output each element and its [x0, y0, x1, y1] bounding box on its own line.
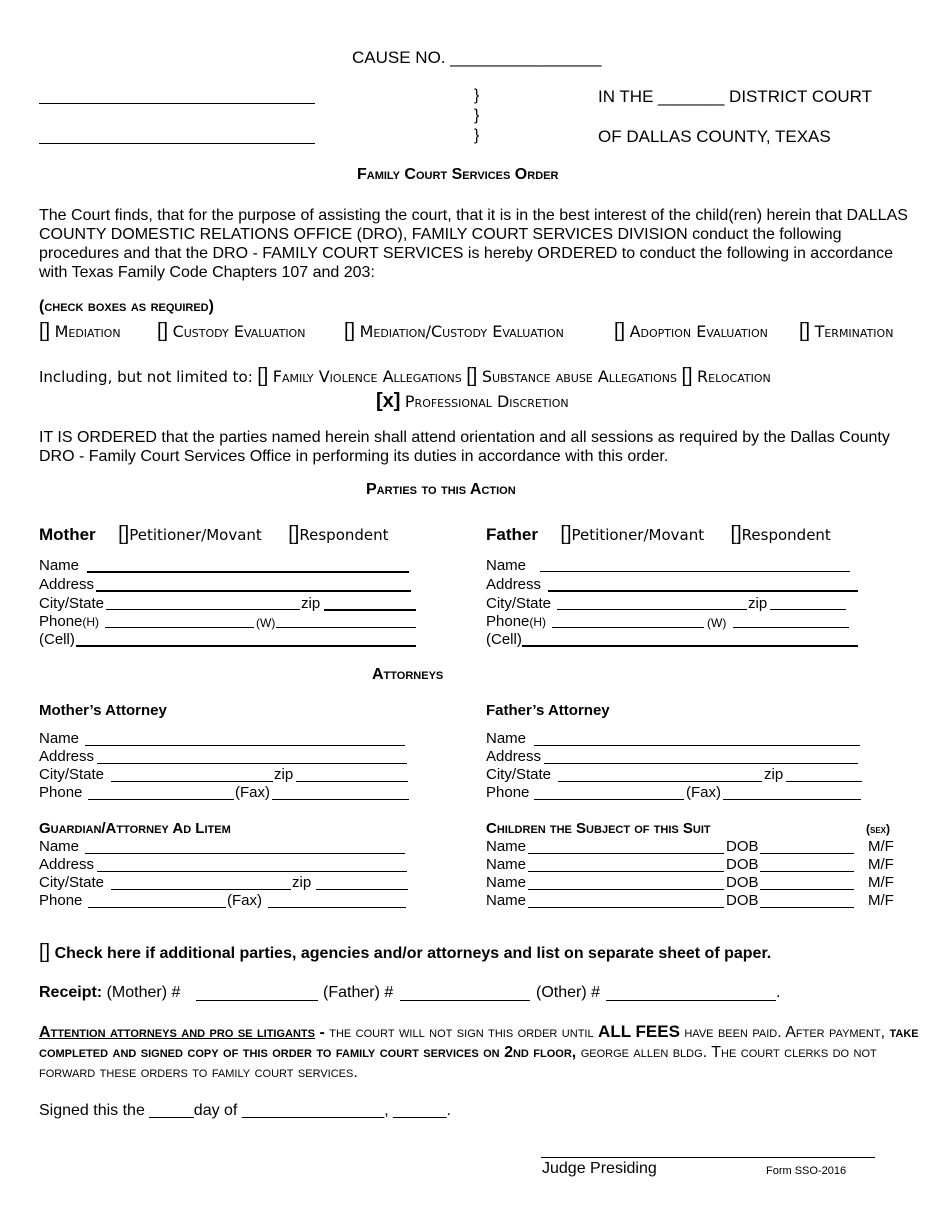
- father-respondent-label: Respondent: [741, 526, 831, 544]
- mother-zip-field[interactable]: [324, 609, 416, 611]
- mother-city-field[interactable]: [106, 609, 300, 610]
- children-sex-header: (sex): [866, 822, 890, 836]
- child-3-sex[interactable]: M/F: [868, 874, 894, 891]
- mother-address-label: Address: [39, 576, 95, 593]
- child-4-name-label: Name: [486, 892, 527, 909]
- additional-parties-row[interactable]: [39, 941, 771, 964]
- mother-respondent-checkbox[interactable]: []: [288, 523, 300, 545]
- father-zip-field[interactable]: [770, 609, 846, 610]
- checkbox-termination[interactable]: []: [799, 320, 811, 342]
- party-line-2[interactable]: [39, 143, 315, 144]
- guardian-address-field[interactable]: [97, 871, 407, 872]
- option-mediation-custody[interactable]: [344, 320, 564, 343]
- including-label: Including, but not limited to:: [39, 368, 253, 386]
- father-petitioner-checkbox[interactable]: []: [560, 523, 572, 545]
- receipt-other-field[interactable]: [606, 1000, 776, 1001]
- attorneys-title: Attorneys: [372, 666, 444, 683]
- court-line-1: IN THE _______ DISTRICT COURT: [598, 87, 872, 106]
- intro-paragraph: The Court finds, that for the purpose of assisting the court, that it is in the best interest of the child(ren) herein that DALLAS COUNTY DOMESTIC RELATIONS OFFICE (DRO), FAMILY COURT SERVICES DIVISION conduct the following procedures and that the DRO - FAMILY COURT SERVICES is hereby ORDERED to conduct the following in accordance with Texas Family Code Chapters 107 and 203:: [39, 207, 908, 281]
- party-line-1[interactable]: [39, 103, 315, 104]
- checkbox-mediation-custody[interactable]: []: [344, 320, 356, 342]
- option-adoption-evaluation-label: Adoption Evaluation: [629, 322, 768, 341]
- mother-cell-label: (Cell): [39, 631, 75, 648]
- child-4-name-field[interactable]: [528, 907, 724, 908]
- attention-paragraph: Attention attorneys and pro se litigants - the court will not sign this order until ALL FEES have been paid. After payment, take completed and signed copy of this order to family court services on 2nd floor, george allen bldg. The court clerks do not forward these orders to family court services.: [39, 1022, 919, 1081]
- signed-line[interactable]: Signed this the _____day of ________________, ______.: [39, 1102, 451, 1119]
- form-number: Form SSO-2016: [766, 1165, 847, 1177]
- father-phone-w-field[interactable]: [733, 627, 849, 628]
- receipt-father-label: (Father) #: [323, 984, 394, 1001]
- mother-phone-w-label: (W): [256, 616, 276, 630]
- mother-respondent-label: Respondent: [299, 526, 389, 544]
- father-attorney-city-field[interactable]: [558, 781, 762, 782]
- mother-attorney-zip-label: zip: [274, 766, 294, 783]
- father-address-field[interactable]: [548, 590, 858, 592]
- father-title: Father: [486, 525, 538, 544]
- checkbox-custody-evaluation[interactable]: []: [157, 320, 169, 342]
- child-4-dob-field[interactable]: [760, 907, 854, 908]
- judge-presiding-label: Judge Presiding: [542, 1160, 657, 1177]
- checkbox-adoption-evaluation[interactable]: []: [614, 320, 626, 342]
- mother-phone-w-field[interactable]: [276, 627, 416, 628]
- attention-instruction: take completed and signed copy of this order to family court services on 2nd floor,: [39, 1024, 919, 1061]
- guardian-fax-label: (Fax): [227, 892, 262, 909]
- parties-title: Parties to this Action: [366, 481, 516, 498]
- father-phone-label: Phone(H): [486, 613, 547, 630]
- form-title: Family Court Services Order: [357, 166, 559, 183]
- father-attorney-name-label: Name: [486, 730, 527, 747]
- father-attorney-zip-field[interactable]: [786, 781, 862, 782]
- child-3-dob-label: DOB: [726, 874, 759, 891]
- option-custody-evaluation[interactable]: [157, 320, 305, 343]
- mother-phone-h-field[interactable]: [105, 627, 254, 628]
- father-cell-label: (Cell): [486, 631, 522, 648]
- family-violence-label: Family Violence Allegations: [272, 367, 462, 386]
- mother-city-label: City/State: [39, 595, 105, 612]
- child-3-name-label: Name: [486, 874, 527, 891]
- mother-name-label: Name: [39, 557, 80, 574]
- father-attorney-address-field[interactable]: [544, 763, 858, 764]
- all-fees: ALL FEES: [598, 1022, 680, 1041]
- child-2-dob-field[interactable]: [760, 871, 854, 872]
- attention-lead: Attention attorneys and pro se litigants: [39, 1024, 315, 1041]
- check-boxes-label: (check boxes as required): [39, 298, 214, 315]
- guardian-zip-field[interactable]: [316, 889, 408, 890]
- father-name-label: Name: [486, 557, 527, 574]
- checkbox-family-violence[interactable]: []: [257, 365, 269, 387]
- mother-attorney-phone-label: Phone: [39, 784, 83, 801]
- court-line-2: OF DALLAS COUNTY, TEXAS: [598, 127, 831, 146]
- brace-2: }: [474, 107, 480, 124]
- child-1-dob-field[interactable]: [760, 853, 854, 854]
- guardian-address-label: Address: [39, 856, 95, 873]
- guardian-city-field[interactable]: [111, 889, 291, 890]
- checkbox-mediation[interactable]: []: [39, 320, 51, 342]
- mother-attorney-address-field[interactable]: [97, 763, 407, 764]
- brace-1: }: [474, 87, 480, 104]
- mother-cell-field[interactable]: [76, 645, 416, 647]
- ordered-paragraph: IT IS ORDERED that the parties named herein shall attend orientation and all sessions as required by the Dallas County DRO - Family Court Services Office in performing its duties in accordance with this order.: [39, 429, 890, 465]
- guardian-phone-label: Phone: [39, 892, 83, 909]
- children-title: Children the Subject of this Suit: [486, 820, 711, 837]
- child-2-name-field[interactable]: [528, 871, 724, 872]
- father-attorney-fax-label: (Fax): [686, 784, 721, 801]
- child-4-dob-label: DOB: [726, 892, 759, 909]
- guardian-name-label: Name: [39, 838, 80, 855]
- mother-attorney-fax-label: (Fax): [235, 784, 270, 801]
- checkbox-substance-abuse[interactable]: []: [466, 365, 478, 387]
- option-mediation-custody-label: Mediation/Custody Evaluation: [359, 322, 564, 341]
- mother-attorney-name-label: Name: [39, 730, 80, 747]
- guardian-fax-field[interactable]: [268, 907, 406, 908]
- mother-name-field[interactable]: [87, 571, 409, 573]
- receipt-row: [39, 984, 180, 1002]
- receipt-other-label: (Other) #: [536, 984, 601, 1001]
- receipt-label: Receipt:: [39, 984, 103, 1001]
- child-1-dob-label: DOB: [726, 838, 759, 855]
- mother-attorney-zip-field[interactable]: [296, 781, 408, 782]
- child-2-sex[interactable]: M/F: [868, 856, 894, 873]
- mother-address-field[interactable]: [96, 590, 411, 592]
- mother-attorney-name-field[interactable]: [85, 745, 405, 746]
- guardian-name-field[interactable]: [85, 853, 405, 854]
- option-mediation-label: Mediation: [54, 322, 121, 341]
- father-address-label: Address: [486, 576, 542, 593]
- checkbox-professional-discretion[interactable]: [x]: [376, 390, 401, 412]
- mother-attorney-fax-field[interactable]: [272, 799, 409, 800]
- father-attorney-fax-field[interactable]: [723, 799, 861, 800]
- mother-attorney-phone-field[interactable]: [88, 799, 234, 800]
- father-attorney-title: Father’s Attorney: [486, 702, 610, 719]
- cause-number[interactable]: CAUSE NO. ________________: [352, 48, 602, 67]
- relocation-label: Relocation: [697, 367, 771, 386]
- father-zip-label: zip: [748, 595, 768, 612]
- child-1-name-field[interactable]: [528, 853, 724, 854]
- father-attorney-city-label: City/State: [486, 766, 552, 783]
- father-phone-h-field[interactable]: [552, 627, 704, 628]
- child-1-name-label: Name: [486, 838, 527, 855]
- receipt-mother-field[interactable]: [196, 1000, 318, 1001]
- mother-petitioner-checkbox[interactable]: []: [118, 523, 130, 545]
- child-2-dob-label: DOB: [726, 856, 759, 873]
- option-termination[interactable]: [799, 320, 893, 343]
- mother-title: Mother: [39, 525, 96, 544]
- receipt-end: .: [776, 984, 781, 1001]
- child-3-dob-field[interactable]: [760, 889, 854, 890]
- mother-attorney-title: Mother’s Attorney: [39, 702, 167, 719]
- father-name-field[interactable]: [540, 571, 850, 572]
- father-attorney-name-field[interactable]: [534, 745, 860, 746]
- brace-3: }: [474, 127, 480, 144]
- guardian-city-label: City/State: [39, 874, 105, 891]
- guardian-zip-label: zip: [292, 874, 312, 891]
- receipt-father-field[interactable]: [400, 1000, 530, 1001]
- father-city-field[interactable]: [557, 609, 747, 610]
- father-respondent-checkbox[interactable]: []: [730, 523, 742, 545]
- father-phone-w-label: (W): [707, 616, 727, 630]
- judge-signature-line[interactable]: [541, 1157, 875, 1158]
- father-petitioner-label: Petitioner/Movant: [571, 526, 705, 544]
- father-cell-field[interactable]: [522, 645, 858, 647]
- option-termination-label: Termination: [814, 322, 894, 341]
- including-row: [39, 365, 771, 388]
- child-3-name-field[interactable]: [528, 889, 724, 890]
- mother-header: [39, 523, 389, 546]
- father-city-label: City/State: [486, 595, 552, 612]
- substance-abuse-label: Substance abuse Allegations: [481, 367, 678, 386]
- guardian-phone-field[interactable]: [88, 907, 226, 908]
- mother-attorney-city-label: City/State: [39, 766, 105, 783]
- additional-parties-checkbox[interactable]: []: [39, 941, 51, 963]
- additional-parties-text: Check here if additional parties, agencies and/or attorneys and list on separate sheet of paper.: [54, 945, 772, 962]
- father-attorney-address-label: Address: [486, 748, 542, 765]
- option-custody-evaluation-label: Custody Evaluation: [172, 322, 306, 341]
- child-4-sex[interactable]: M/F: [868, 892, 894, 909]
- child-1-sex[interactable]: M/F: [868, 838, 894, 855]
- mother-phone-label: Phone(H): [39, 613, 100, 630]
- father-attorney-phone-field[interactable]: [534, 799, 684, 800]
- mother-attorney-address-label: Address: [39, 748, 95, 765]
- receipt-mother-label: (Mother) #: [106, 984, 181, 1001]
- father-header: [486, 523, 831, 546]
- father-attorney-zip-label: zip: [764, 766, 784, 783]
- checkbox-relocation[interactable]: []: [681, 365, 693, 387]
- option-mediation[interactable]: [39, 320, 121, 343]
- guardian-title: Guardian/Attorney Ad Litem: [39, 820, 231, 837]
- mother-attorney-city-field[interactable]: [111, 781, 273, 782]
- child-2-name-label: Name: [486, 856, 527, 873]
- option-adoption-evaluation[interactable]: [614, 320, 768, 343]
- mother-petitioner-label: Petitioner/Movant: [129, 526, 262, 544]
- professional-discretion-label: Professional Discretion: [404, 392, 569, 411]
- father-attorney-phone-label: Phone: [486, 784, 530, 801]
- mother-zip-label: zip: [301, 595, 321, 612]
- option-professional-discretion[interactable]: [376, 390, 569, 413]
